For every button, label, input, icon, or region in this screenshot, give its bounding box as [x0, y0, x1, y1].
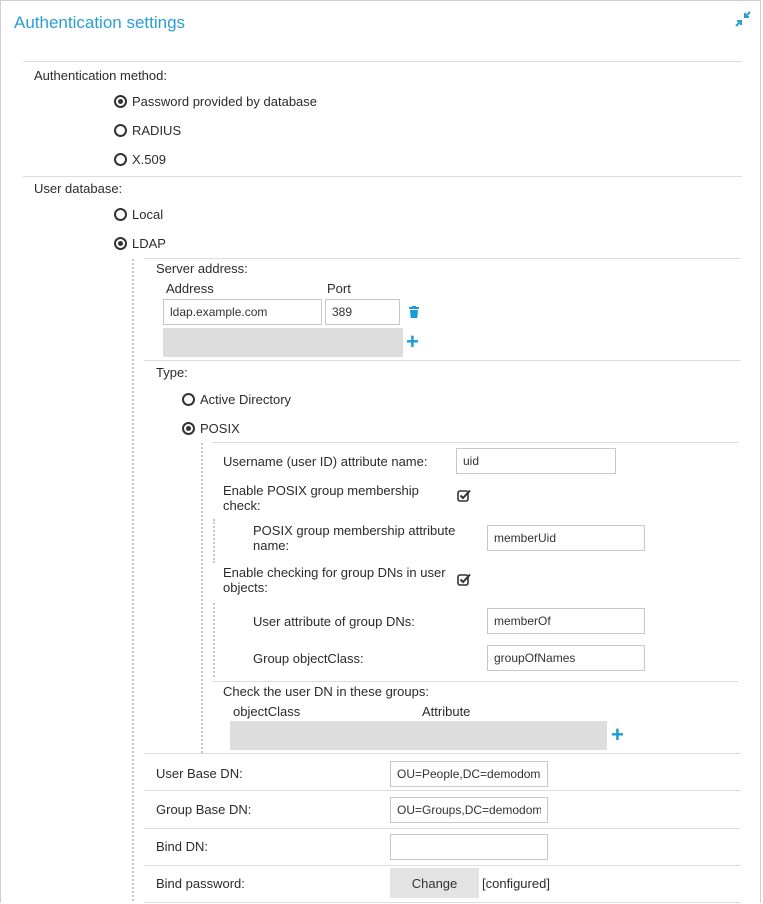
- username-attr-input[interactable]: [456, 448, 616, 474]
- user-attr-group-dns-label: User attribute of group DNs:: [253, 614, 415, 629]
- auth-method-label: Authentication method:: [34, 68, 167, 83]
- group-dn-guide: [213, 603, 215, 677]
- option-ldap-label[interactable]: LDAP: [132, 236, 166, 251]
- group-base-dn-label: Group Base DN:: [156, 802, 252, 817]
- divider: [23, 61, 742, 62]
- user-base-dn-label: User Base DN:: [156, 766, 243, 781]
- divider: [144, 753, 741, 754]
- user-attr-group-dns-input[interactable]: [487, 608, 645, 634]
- ldap-section-guide: [132, 259, 134, 903]
- check-groups-label: Check the user DN in these groups:: [223, 684, 429, 699]
- user-base-dn-input[interactable]: [390, 761, 548, 787]
- option-posix-label[interactable]: POSIX: [200, 421, 240, 436]
- radio-x509[interactable]: [114, 153, 127, 166]
- server-add-row: [163, 328, 403, 357]
- divider: [212, 681, 738, 682]
- groups-add-row: [230, 721, 607, 750]
- collapse-icon[interactable]: [734, 11, 752, 29]
- bind-password-label: Bind password:: [156, 876, 245, 891]
- radio-ldap[interactable]: [114, 237, 127, 250]
- option-radius-label[interactable]: RADIUS: [132, 123, 182, 138]
- group-membership-checkbox[interactable]: [457, 489, 470, 502]
- divider: [144, 828, 741, 829]
- posix-section-guide: [201, 443, 203, 753]
- group-base-dn-input[interactable]: [390, 797, 548, 823]
- group-objectclass-label: Group objectClass:: [253, 651, 364, 666]
- group-dn-checkbox[interactable]: [457, 573, 470, 586]
- divider: [212, 442, 738, 443]
- radio-active-directory[interactable]: [182, 393, 195, 406]
- objectclass-column-header: objectClass: [233, 704, 301, 719]
- user-database-label: User database:: [34, 181, 123, 196]
- bind-dn-label: Bind DN:: [156, 839, 209, 854]
- radio-posix[interactable]: [182, 422, 195, 435]
- radio-radius[interactable]: [114, 124, 127, 137]
- option-x509-label[interactable]: X.509: [132, 152, 166, 167]
- divider: [144, 258, 741, 259]
- change-password-button[interactable]: Change: [390, 868, 479, 898]
- server-address-input[interactable]: [163, 299, 322, 325]
- bind-dn-input[interactable]: [390, 834, 548, 860]
- type-label: Type:: [156, 365, 188, 380]
- divider: [144, 790, 741, 791]
- group-dn-check-label-line2: objects:: [223, 580, 268, 595]
- group-dn-check-label-line1: Enable checking for group DNs in user: [223, 565, 446, 580]
- divider: [144, 360, 741, 361]
- option-password-db-label[interactable]: Password provided by database: [132, 94, 318, 109]
- group-membership-check-label-line2: check:: [223, 498, 261, 513]
- posix-group-attr-input[interactable]: [487, 525, 645, 551]
- panel-title: Authentication settings: [14, 13, 186, 32]
- divider: [144, 902, 741, 903]
- group-objectclass-input[interactable]: [487, 645, 645, 671]
- server-port-input[interactable]: [325, 299, 400, 325]
- add-server-icon[interactable]: +: [406, 329, 419, 354]
- server-address-label: Server address:: [156, 261, 248, 276]
- group-membership-check-label-line1: Enable POSIX group membership: [223, 483, 419, 498]
- group-membership-guide: [213, 519, 215, 563]
- username-attr-label: Username (user ID) attribute name:: [223, 454, 428, 469]
- posix-group-attr-label-line1: POSIX group membership attribute: [253, 523, 456, 538]
- password-status: [configured]: [482, 876, 550, 891]
- port-column-header: Port: [327, 281, 351, 296]
- option-local-label[interactable]: Local: [132, 207, 164, 222]
- delete-server-icon[interactable]: [409, 306, 419, 318]
- option-active-directory-label[interactable]: Active Directory: [200, 392, 292, 407]
- radio-local[interactable]: [114, 208, 127, 221]
- posix-group-attr-label-line2: name:: [253, 538, 290, 553]
- add-group-icon[interactable]: +: [611, 722, 624, 747]
- attribute-column-header: Attribute: [422, 704, 471, 719]
- radio-password-db[interactable]: [114, 95, 127, 108]
- address-column-header: Address: [166, 281, 214, 296]
- divider: [144, 865, 741, 866]
- divider: [23, 176, 742, 177]
